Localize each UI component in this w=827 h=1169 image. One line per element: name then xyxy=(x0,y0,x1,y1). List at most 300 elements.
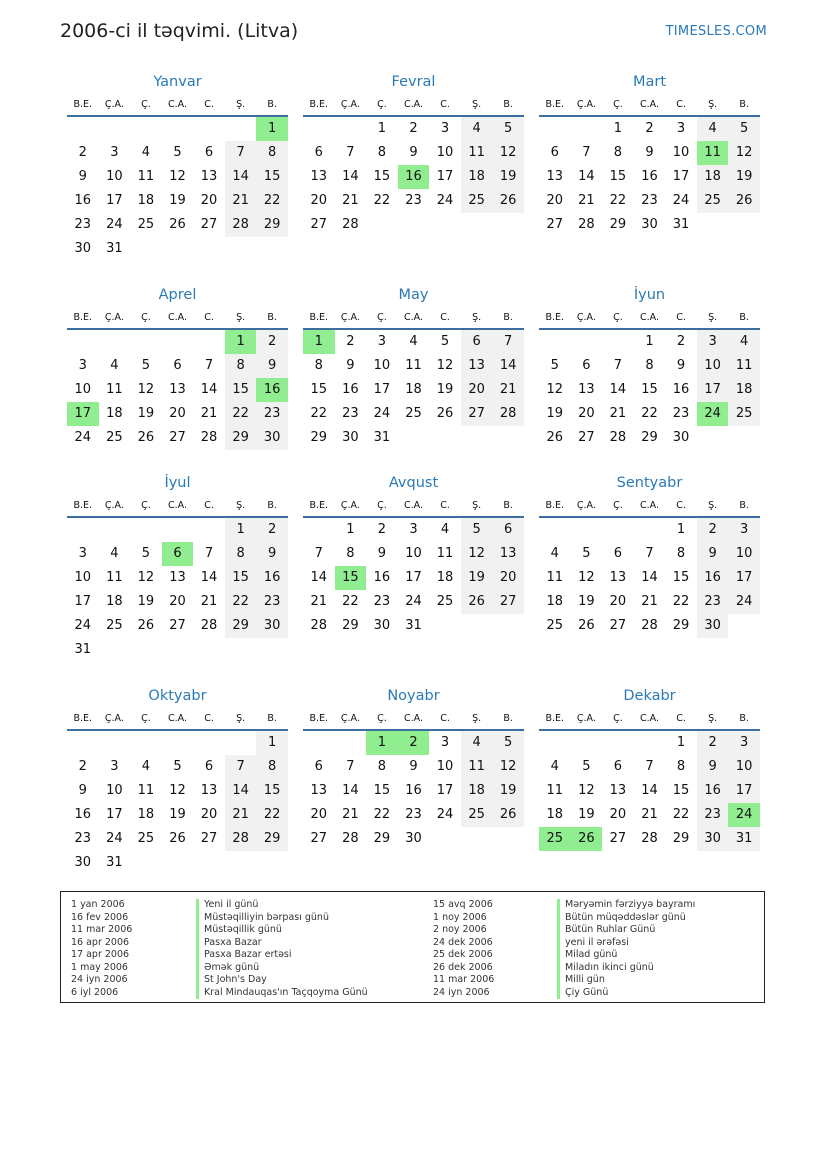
day-cell: 9 xyxy=(697,755,729,779)
day-cell: 21 xyxy=(225,189,257,213)
day-cell: 15 xyxy=(373,169,391,184)
day-cell: 4 xyxy=(461,117,493,141)
day-cell: 22 xyxy=(225,590,257,614)
day-cell: 7 xyxy=(204,358,214,373)
day-cell: 30 xyxy=(373,618,391,633)
weekday-label: Ç. xyxy=(377,311,387,323)
day-cell: 1 xyxy=(645,334,654,349)
day-cell: 15 xyxy=(609,169,627,184)
day-cell: 9 xyxy=(377,546,387,561)
day-cell: 24 xyxy=(436,807,454,822)
day-cell: 15 xyxy=(310,382,328,397)
day-cell: 23 xyxy=(405,193,422,208)
empty-cell xyxy=(571,330,603,354)
empty-cell xyxy=(193,330,225,354)
day-cell: 4 xyxy=(728,330,760,354)
day-grid xyxy=(539,330,760,450)
day-cell: 21 xyxy=(200,594,218,609)
day-cell: 9 xyxy=(346,358,355,373)
day-cell: 20 xyxy=(492,566,524,590)
day-cell: 10 xyxy=(373,358,391,373)
legend-date: 24 iyn 2006 xyxy=(433,986,490,998)
weekday-label: C.A. xyxy=(403,98,423,110)
day-cell: 8 xyxy=(225,542,257,566)
day-cell: 17 xyxy=(697,378,729,402)
day-cell: 27 xyxy=(310,831,328,846)
day-cell: 22 xyxy=(373,807,391,822)
legend-date: 25 dek 2006 xyxy=(433,949,493,960)
weekday-header xyxy=(303,707,524,731)
empty-cell xyxy=(99,330,131,354)
day-cell: 16 xyxy=(672,382,690,397)
weekday-label: Ç. xyxy=(141,311,151,323)
day-cell: 24 xyxy=(672,193,690,208)
day-cell: 11 xyxy=(436,546,454,561)
day-cell: 2 xyxy=(409,121,418,136)
day-cell: 14 xyxy=(609,382,627,397)
day-cell: 22 xyxy=(609,193,627,208)
day-grid xyxy=(67,731,288,875)
day-cell: 21 xyxy=(641,807,658,822)
day-cell: 16 xyxy=(697,566,729,590)
weekday-label: Ç.A. xyxy=(340,499,360,511)
day-cell: 1 xyxy=(256,731,288,755)
day-cell: 11 xyxy=(728,354,760,378)
day-cell: 9 xyxy=(78,783,87,798)
day-cell: 23 xyxy=(373,594,391,609)
day-cell: 21 xyxy=(200,406,218,421)
holiday-legend xyxy=(60,891,765,1003)
day-cell: 13 xyxy=(200,169,218,184)
day-cell: 29 xyxy=(609,217,627,232)
legend-holiday-name: Yeni il günü xyxy=(196,899,368,912)
day-cell: 7 xyxy=(204,546,214,561)
day-cell: 2 xyxy=(676,334,686,349)
empty-cell xyxy=(602,518,634,542)
empty-cell xyxy=(539,731,571,755)
day-cell: 16 xyxy=(256,566,288,590)
day-cell: 7 xyxy=(582,145,591,160)
day-cell: 13 xyxy=(169,382,186,397)
legend-date: 16 apr 2006 xyxy=(71,936,130,948)
holiday-day-cell: 24 xyxy=(697,402,729,426)
legend-dates-left xyxy=(71,899,132,999)
day-cell: 14 xyxy=(492,354,524,378)
empty-cell xyxy=(303,117,335,141)
weekday-label: B.E. xyxy=(545,311,565,323)
legend-holiday-name: Əmək günü xyxy=(196,962,368,975)
day-cell: 30 xyxy=(74,241,92,256)
day-cell: 5 xyxy=(461,518,493,542)
weekday-label: B. xyxy=(739,499,749,511)
empty-cell xyxy=(571,117,603,141)
day-cell: 3 xyxy=(728,518,760,542)
day-cell: 19 xyxy=(169,193,186,208)
day-cell: 7 xyxy=(225,755,257,779)
empty-cell xyxy=(67,518,99,542)
day-cell: 28 xyxy=(200,618,218,633)
day-cell: 3 xyxy=(676,121,686,136)
day-cell: 6 xyxy=(613,759,623,774)
day-cell: 29 xyxy=(225,614,257,638)
legend-holiday-name: yeni il ərəfəsi xyxy=(557,937,695,950)
day-cell: 21 xyxy=(492,378,524,402)
weekday-label: Ç. xyxy=(613,311,623,323)
day-cell: 22 xyxy=(225,402,257,426)
day-grid xyxy=(303,518,524,638)
weekday-label: Ş. xyxy=(472,499,482,511)
day-cell: 28 xyxy=(641,831,658,846)
day-cell: 25 xyxy=(137,217,155,232)
day-cell: 11 xyxy=(106,382,123,397)
month-calendar xyxy=(303,284,524,450)
day-cell: 28 xyxy=(641,618,658,633)
day-grid xyxy=(539,731,760,851)
day-cell: 1 xyxy=(613,121,623,136)
weekday-label: C. xyxy=(440,499,450,511)
day-cell: 30 xyxy=(405,831,422,846)
day-cell: 4 xyxy=(461,731,493,755)
weekday-header xyxy=(303,306,524,330)
day-cell: 28 xyxy=(225,213,257,237)
weekday-label: Ç.A. xyxy=(340,98,360,110)
legend-date: 1 may 2006 xyxy=(71,961,128,973)
day-cell: 20 xyxy=(578,406,595,421)
day-cell: 18 xyxy=(728,378,760,402)
weekday-label: C.A. xyxy=(639,311,659,323)
day-cell: 8 xyxy=(256,141,288,165)
day-cell: 7 xyxy=(314,546,323,561)
day-cell: 17 xyxy=(74,594,92,609)
weekday-label: Ç.A. xyxy=(104,98,124,110)
legend-holiday-name: Müstəqilliyin bərpası günü xyxy=(196,912,368,925)
weekday-header xyxy=(67,306,288,330)
day-grid xyxy=(303,330,524,450)
empty-cell xyxy=(67,117,99,141)
day-cell: 30 xyxy=(74,855,92,870)
day-cell: 26 xyxy=(436,406,454,421)
day-cell: 12 xyxy=(137,382,155,397)
day-cell: 4 xyxy=(440,522,450,537)
weekday-label: B.E. xyxy=(309,311,329,323)
weekday-label: C.A. xyxy=(167,712,187,724)
day-cell: 30 xyxy=(342,430,359,445)
legend-names-left xyxy=(196,899,368,999)
day-cell: 12 xyxy=(169,783,186,798)
day-cell: 2 xyxy=(697,731,729,755)
weekday-label: Ç.A. xyxy=(104,712,124,724)
legend-date: 2 noy 2006 xyxy=(433,924,487,935)
day-cell: 13 xyxy=(200,783,218,798)
day-cell: 4 xyxy=(141,145,151,160)
weekday-label: C. xyxy=(676,311,686,323)
day-cell: 3 xyxy=(440,121,450,136)
day-cell: 24 xyxy=(373,406,391,421)
day-cell: 10 xyxy=(106,169,123,184)
day-cell: 6 xyxy=(173,358,182,373)
day-cell: 10 xyxy=(405,546,422,561)
day-cell: 5 xyxy=(550,358,559,373)
day-grid xyxy=(539,518,760,638)
weekday-label: C.A. xyxy=(167,311,187,323)
day-cell: 21 xyxy=(342,807,359,822)
weekday-label: C. xyxy=(204,499,214,511)
day-cell: 13 xyxy=(546,169,564,184)
day-cell: 18 xyxy=(106,594,123,609)
empty-cell xyxy=(571,518,603,542)
day-cell: 22 xyxy=(641,406,658,421)
weekday-label: Ç. xyxy=(613,499,623,511)
day-cell: 12 xyxy=(461,542,493,566)
holiday-day-cell: 1 xyxy=(366,731,398,755)
empty-cell xyxy=(162,330,194,354)
day-cell: 18 xyxy=(461,165,493,189)
weekday-label: B. xyxy=(503,311,513,323)
day-cell: 19 xyxy=(546,406,564,421)
day-cell: 31 xyxy=(728,827,760,851)
day-cell: 12 xyxy=(546,382,564,397)
legend-date: 16 fev 2006 xyxy=(71,911,129,923)
day-cell: 3 xyxy=(78,546,87,561)
day-cell: 1 xyxy=(377,121,387,136)
day-cell: 19 xyxy=(137,406,155,421)
day-grid xyxy=(539,117,760,237)
weekday-header xyxy=(539,494,760,518)
day-cell: 18 xyxy=(106,406,123,421)
weekday-label: Ş. xyxy=(236,712,246,724)
day-cell: 14 xyxy=(342,169,359,184)
day-cell: 22 xyxy=(256,189,288,213)
day-cell: 6 xyxy=(613,546,623,561)
day-cell: 19 xyxy=(169,807,186,822)
empty-cell xyxy=(193,518,225,542)
weekday-label: B. xyxy=(267,311,277,323)
day-grid xyxy=(67,117,288,261)
day-cell: 14 xyxy=(641,783,658,798)
day-cell: 5 xyxy=(582,759,591,774)
day-cell: 25 xyxy=(461,189,493,213)
legend-holiday-name: Milad günü xyxy=(557,949,695,962)
empty-cell xyxy=(602,731,634,755)
day-cell: 5 xyxy=(492,731,524,755)
legend-holiday-name: Miladın ikinci günü xyxy=(557,962,695,975)
day-cell: 27 xyxy=(461,402,493,426)
day-cell: 11 xyxy=(461,755,493,779)
day-cell: 10 xyxy=(697,354,729,378)
day-cell: 4 xyxy=(141,759,151,774)
day-cell: 10 xyxy=(74,570,92,585)
weekday-label: Ç.A. xyxy=(340,712,360,724)
day-cell: 11 xyxy=(546,783,564,798)
empty-cell xyxy=(130,117,162,141)
weekday-label: Ç.A. xyxy=(104,311,124,323)
day-cell: 17 xyxy=(436,169,454,184)
weekday-label: C. xyxy=(676,712,686,724)
weekday-label: B. xyxy=(267,712,277,724)
site-link[interactable]: TIMESLES.COM xyxy=(665,24,767,39)
weekday-header xyxy=(539,707,760,731)
weekday-label: Ç.A. xyxy=(340,311,360,323)
day-cell: 22 xyxy=(342,594,359,609)
day-cell: 29 xyxy=(672,618,690,633)
day-cell: 25 xyxy=(728,402,760,426)
day-cell: 10 xyxy=(436,759,454,774)
day-cell: 8 xyxy=(256,755,288,779)
day-cell: 16 xyxy=(405,783,422,798)
day-cell: 22 xyxy=(256,803,288,827)
day-cell: 16 xyxy=(342,382,359,397)
day-cell: 4 xyxy=(409,334,418,349)
day-cell: 21 xyxy=(310,594,328,609)
weekday-label: C. xyxy=(204,311,214,323)
day-cell: 25 xyxy=(405,406,422,421)
day-cell: 29 xyxy=(310,430,328,445)
weekday-label: Ç. xyxy=(377,499,387,511)
day-cell: 27 xyxy=(169,618,186,633)
weekday-label: Ş. xyxy=(708,499,718,511)
day-cell: 5 xyxy=(141,546,151,561)
day-cell: 8 xyxy=(676,546,686,561)
day-cell: 6 xyxy=(582,358,591,373)
day-cell: 25 xyxy=(546,618,564,633)
day-cell: 2 xyxy=(645,121,654,136)
day-cell: 16 xyxy=(697,779,729,803)
day-cell: 27 xyxy=(310,217,328,232)
empty-cell xyxy=(303,518,335,542)
legend-date: 11 mar 2006 xyxy=(71,924,133,935)
weekday-header xyxy=(67,494,288,518)
day-cell: 23 xyxy=(74,831,92,846)
day-cell: 22 xyxy=(310,406,328,421)
weekday-label: C. xyxy=(676,98,686,110)
day-cell: 14 xyxy=(641,570,658,585)
day-cell: 23 xyxy=(256,590,288,614)
empty-cell xyxy=(193,731,225,755)
day-cell: 21 xyxy=(342,193,359,208)
empty-cell xyxy=(67,731,99,755)
day-cell: 29 xyxy=(641,430,658,445)
weekday-label: Ç.A. xyxy=(576,98,596,110)
weekday-label: C. xyxy=(204,712,214,724)
weekday-label: Ç. xyxy=(141,499,151,511)
legend-date: 15 avq 2006 xyxy=(433,899,493,910)
day-cell: 9 xyxy=(256,354,288,378)
month-name: Mart xyxy=(632,74,667,90)
day-cell: 3 xyxy=(440,735,450,750)
weekday-label: Ş. xyxy=(236,98,246,110)
day-cell: 27 xyxy=(200,217,218,232)
weekday-label: B.E. xyxy=(73,712,93,724)
day-cell: 28 xyxy=(342,217,359,232)
day-cell: 24 xyxy=(106,217,123,232)
day-cell: 8 xyxy=(377,759,387,774)
day-cell: 12 xyxy=(492,755,524,779)
month-calendar xyxy=(67,472,288,662)
weekday-header xyxy=(67,93,288,117)
day-cell: 5 xyxy=(582,546,591,561)
day-cell: 24 xyxy=(436,193,454,208)
weekday-label: B.E. xyxy=(309,499,329,511)
legend-holiday-name: Pasxa Bazar ertəsi xyxy=(196,949,368,962)
day-cell: 5 xyxy=(141,358,151,373)
day-cell: 6 xyxy=(550,145,559,160)
month-name: Avqust xyxy=(388,475,439,491)
day-cell: 28 xyxy=(342,831,359,846)
day-cell: 6 xyxy=(204,759,214,774)
weekday-label: Ç. xyxy=(613,712,623,724)
weekday-label: B. xyxy=(503,499,513,511)
empty-cell xyxy=(67,330,99,354)
holiday-day-cell: 24 xyxy=(728,803,760,827)
day-cell: 18 xyxy=(546,594,564,609)
day-grid xyxy=(67,518,288,662)
empty-cell xyxy=(539,330,571,354)
day-cell: 31 xyxy=(672,217,690,232)
legend-date: 11 mar 2006 xyxy=(433,974,495,985)
day-cell: 13 xyxy=(461,354,493,378)
day-cell: 7 xyxy=(645,759,654,774)
day-cell: 27 xyxy=(200,831,218,846)
day-cell: 24 xyxy=(74,618,92,633)
day-cell: 7 xyxy=(492,330,524,354)
legend-date: 1 yan 2006 xyxy=(71,899,125,910)
empty-cell xyxy=(225,731,257,755)
legend-holiday-name: Bütün Ruhlar Günü xyxy=(557,924,695,937)
day-cell: 2 xyxy=(256,518,288,542)
day-cell: 30 xyxy=(672,430,690,445)
empty-cell xyxy=(539,117,571,141)
day-cell: 20 xyxy=(609,807,627,822)
day-cell: 14 xyxy=(342,783,359,798)
day-cell: 7 xyxy=(645,546,654,561)
day-cell: 25 xyxy=(137,831,155,846)
day-cell: 10 xyxy=(728,542,760,566)
weekday-label: B.E. xyxy=(73,98,93,110)
month-calendar xyxy=(303,472,524,638)
day-cell: 10 xyxy=(436,145,454,160)
day-cell: 24 xyxy=(405,594,422,609)
day-cell: 17 xyxy=(405,570,422,585)
day-cell: 15 xyxy=(225,566,257,590)
day-cell: 17 xyxy=(728,779,760,803)
day-cell: 12 xyxy=(578,570,595,585)
day-cell: 24 xyxy=(728,590,760,614)
day-cell: 13 xyxy=(609,570,627,585)
day-cell: 21 xyxy=(578,193,595,208)
day-cell: 5 xyxy=(173,759,182,774)
day-cell: 19 xyxy=(578,594,595,609)
day-cell: 4 xyxy=(697,117,729,141)
day-cell: 19 xyxy=(436,382,454,397)
weekday-label: C.A. xyxy=(639,712,659,724)
day-cell: 15 xyxy=(225,378,257,402)
legend-date: 6 iyl 2006 xyxy=(71,986,119,998)
month-calendar xyxy=(539,284,760,450)
day-cell: 18 xyxy=(137,807,155,822)
weekday-label: C. xyxy=(440,98,450,110)
day-grid xyxy=(303,117,524,237)
day-cell: 16 xyxy=(74,193,92,208)
weekday-label: Ş. xyxy=(708,98,718,110)
empty-cell xyxy=(99,731,131,755)
day-cell: 23 xyxy=(672,406,690,421)
day-cell: 25 xyxy=(106,618,123,633)
day-cell: 22 xyxy=(672,594,690,609)
day-cell: 2 xyxy=(697,518,729,542)
day-cell: 19 xyxy=(461,566,493,590)
day-cell: 27 xyxy=(169,430,186,445)
day-cell: 4 xyxy=(550,546,559,561)
